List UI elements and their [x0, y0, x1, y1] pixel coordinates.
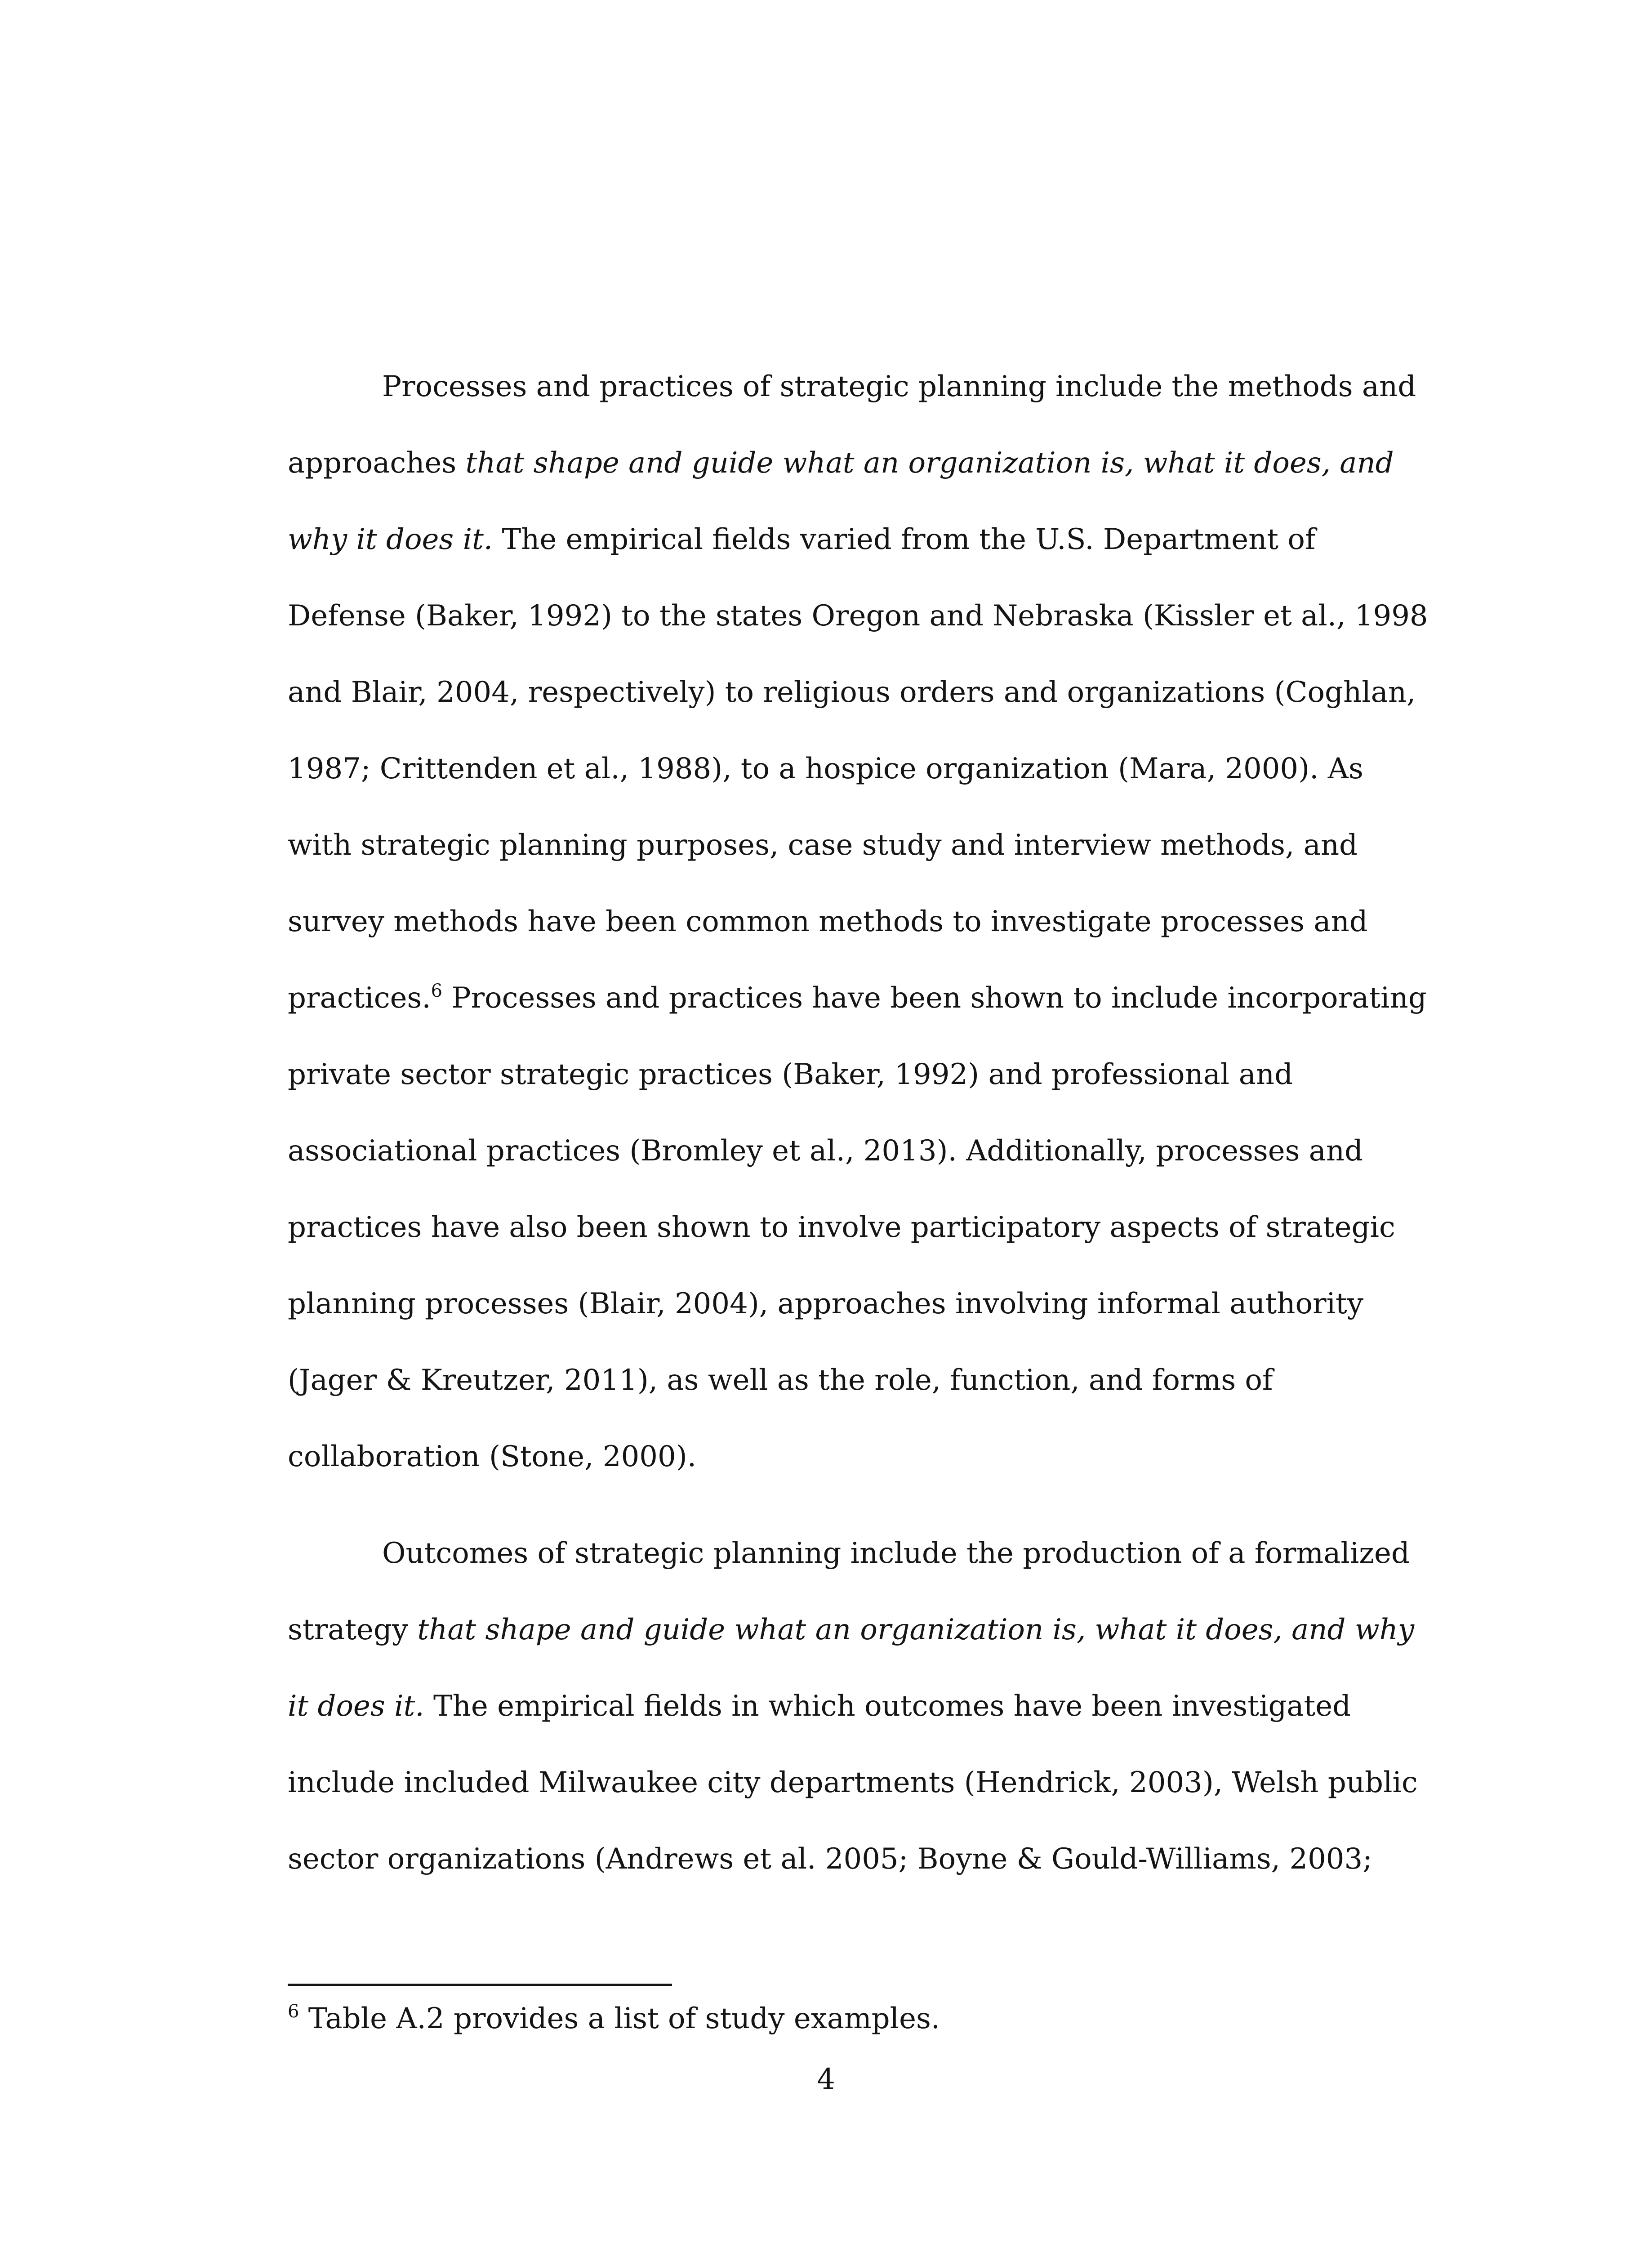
paragraph-line [288, 1688, 1447, 1724]
italic-text: why it does it. [288, 523, 493, 556]
paragraph-line [288, 674, 1447, 710]
line-text: Defense (Baker, 1992) to the states Oregon and Nebraska (Kissler et al., 1998 [288, 599, 1428, 633]
line-text: (Jager & Kreutzer, 2011), as well as the role, function, and forms of [288, 1364, 1273, 1397]
line-text: and Blair, 2004, respectively) to religious orders and organizations (Coghlan, [288, 676, 1416, 709]
paragraph-line [288, 598, 1447, 634]
line-text: The empirical fields in which outcomes have been investigated [424, 1690, 1351, 1723]
line-text: associational practices (Bromley et al., 2013). Additionally, processes and [288, 1134, 1363, 1168]
paragraph-line [288, 904, 1447, 940]
footnote-text: Table A.2 provides a list of study examples. [299, 2002, 940, 2035]
paragraph-line [288, 1439, 1447, 1475]
footnote [288, 2001, 940, 2037]
paragraph-line [288, 1133, 1447, 1169]
paragraph-line [288, 751, 1447, 787]
line-text: survey methods have been common methods to investigate processes and [288, 905, 1368, 938]
line-text: strategy [288, 1613, 418, 1646]
line-text: Processes and practices of strategic planning include the methods and [382, 370, 1416, 403]
line-text: Processes and practices have been shown to include incorporating [442, 981, 1427, 1015]
paragraph-line [288, 1612, 1447, 1648]
paragraph-line [382, 1535, 1542, 1571]
paragraph-line [288, 980, 1447, 1016]
line-text: include included Milwaukee city departments (Hendrick, 2003), Welsh public [288, 1766, 1418, 1799]
line-text: Outcomes of strategic planning include the production of a formalized [382, 1537, 1410, 1570]
paragraph-line [288, 1765, 1447, 1801]
paragraph-line [288, 1057, 1447, 1093]
line-text: 1987; Crittenden et al., 1988), to a hospice organization (Mara, 2000). As [288, 752, 1363, 785]
paragraph-line [288, 1209, 1447, 1245]
paragraph-line [288, 522, 1447, 558]
line-text: sector organizations (Andrews et al. 2005; Boyne & Gould-Williams, 2003; [288, 1842, 1372, 1876]
footnote-separator [288, 1984, 672, 1986]
line-text: The empirical fields varied from the U.S. Department of [493, 523, 1316, 556]
footnote-reference[interactable]: 6 [431, 981, 443, 1001]
paragraph-line [288, 1286, 1447, 1322]
italic-text: it does it. [288, 1690, 424, 1723]
paragraph-line [288, 827, 1447, 863]
line-text: planning processes (Blair, 2004), approaches involving informal authority [288, 1287, 1363, 1320]
line-text: collaboration (Stone, 2000). [288, 1440, 697, 1473]
paragraph-line [288, 445, 1447, 481]
paragraph-line [288, 1841, 1447, 1877]
line-text: with strategic planning purposes, case study and interview methods, and [288, 829, 1358, 862]
paragraph-line [288, 1362, 1447, 1398]
line-text: approaches [288, 446, 466, 480]
paragraph-line [382, 369, 1542, 405]
line-text: practices. [288, 981, 431, 1015]
italic-text: that shape and guide what an organization is, what it does, and [465, 446, 1394, 480]
line-text: private sector strategic practices (Baker, 1992) and professional and [288, 1058, 1293, 1091]
page-number: 4 [817, 2063, 835, 2096]
footnote-marker: 6 [288, 2001, 299, 2022]
italic-text: that shape and guide what an organization is, what it does, and why [417, 1613, 1414, 1646]
line-text: practices have also been shown to involve participatory aspects of strategic [288, 1211, 1395, 1244]
